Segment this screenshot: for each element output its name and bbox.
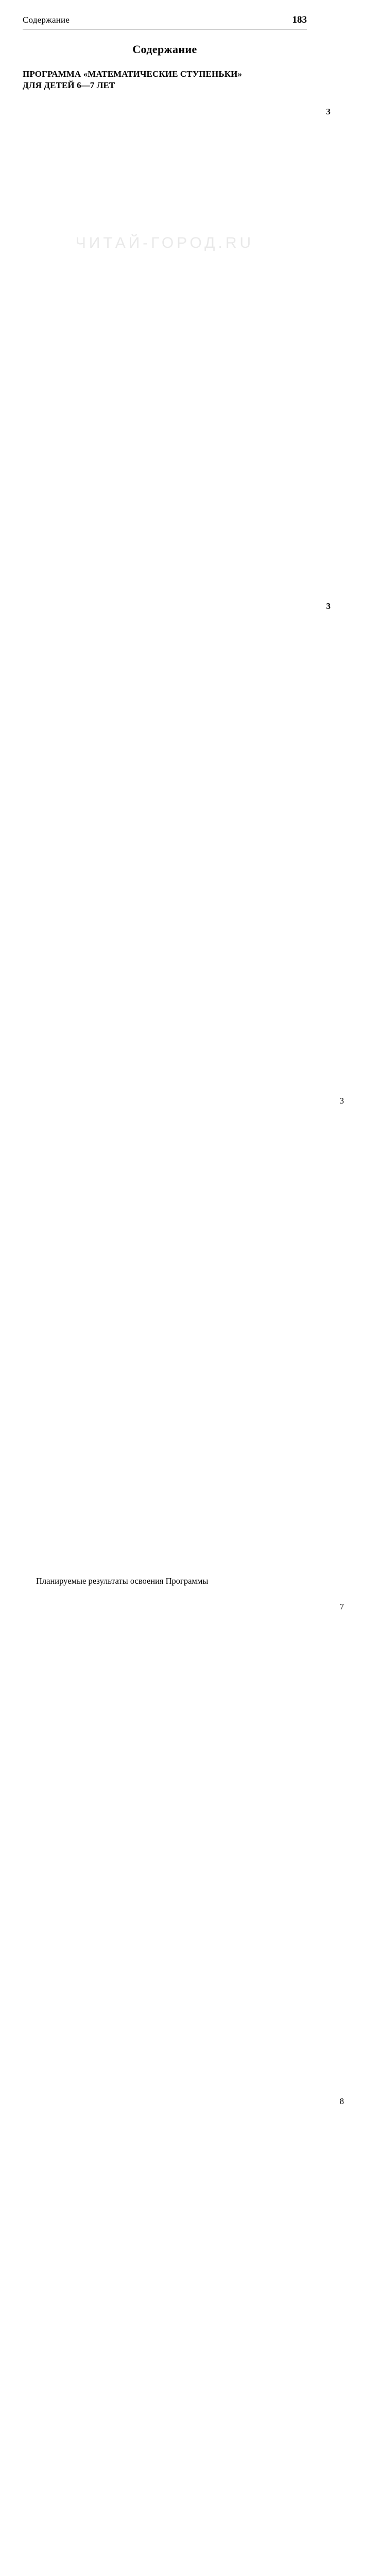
document-page — [0, 0, 330, 495]
toc-entry[interactable] — [23, 92, 307, 586]
page-title: Содержание — [23, 43, 307, 56]
toc-entry-page: 3 — [37, 1081, 367, 1575]
toc-entry[interactable] — [23, 80, 307, 91]
toc-entry[interactable] — [23, 69, 307, 80]
toc-entry-page: 7 — [37, 1587, 367, 2081]
watermark: ЧИТАЙ-ГОРОД.RU — [0, 234, 330, 252]
running-head — [23, 14, 307, 29]
toc-entry-label: Планируемые результаты освоения Программы — [36, 1575, 208, 1587]
toc-entry[interactable] — [23, 1081, 307, 1575]
page-number: 183 — [292, 14, 307, 26]
toc-entry[interactable] — [23, 2081, 307, 2576]
toc-entry-page: 8 — [37, 2081, 367, 2576]
toc-entry-label: ДЛЯ ДЕТЕЙ 6—7 ЛЕТ — [23, 80, 115, 91]
toc-entry-page: 3 — [24, 92, 353, 586]
toc-entry-page: 3 — [24, 586, 353, 1081]
toc-entry-label: ПРОГРАММА «МАТЕМАТИЧЕСКИЕ СТУПЕНЬКИ» — [23, 69, 242, 80]
running-head-title: Содержание — [23, 15, 70, 25]
toc-entry[interactable] — [23, 1587, 307, 2081]
toc-entry[interactable] — [23, 1575, 307, 1587]
toc-entry[interactable] — [23, 586, 307, 1081]
table-of-contents — [23, 69, 307, 2576]
